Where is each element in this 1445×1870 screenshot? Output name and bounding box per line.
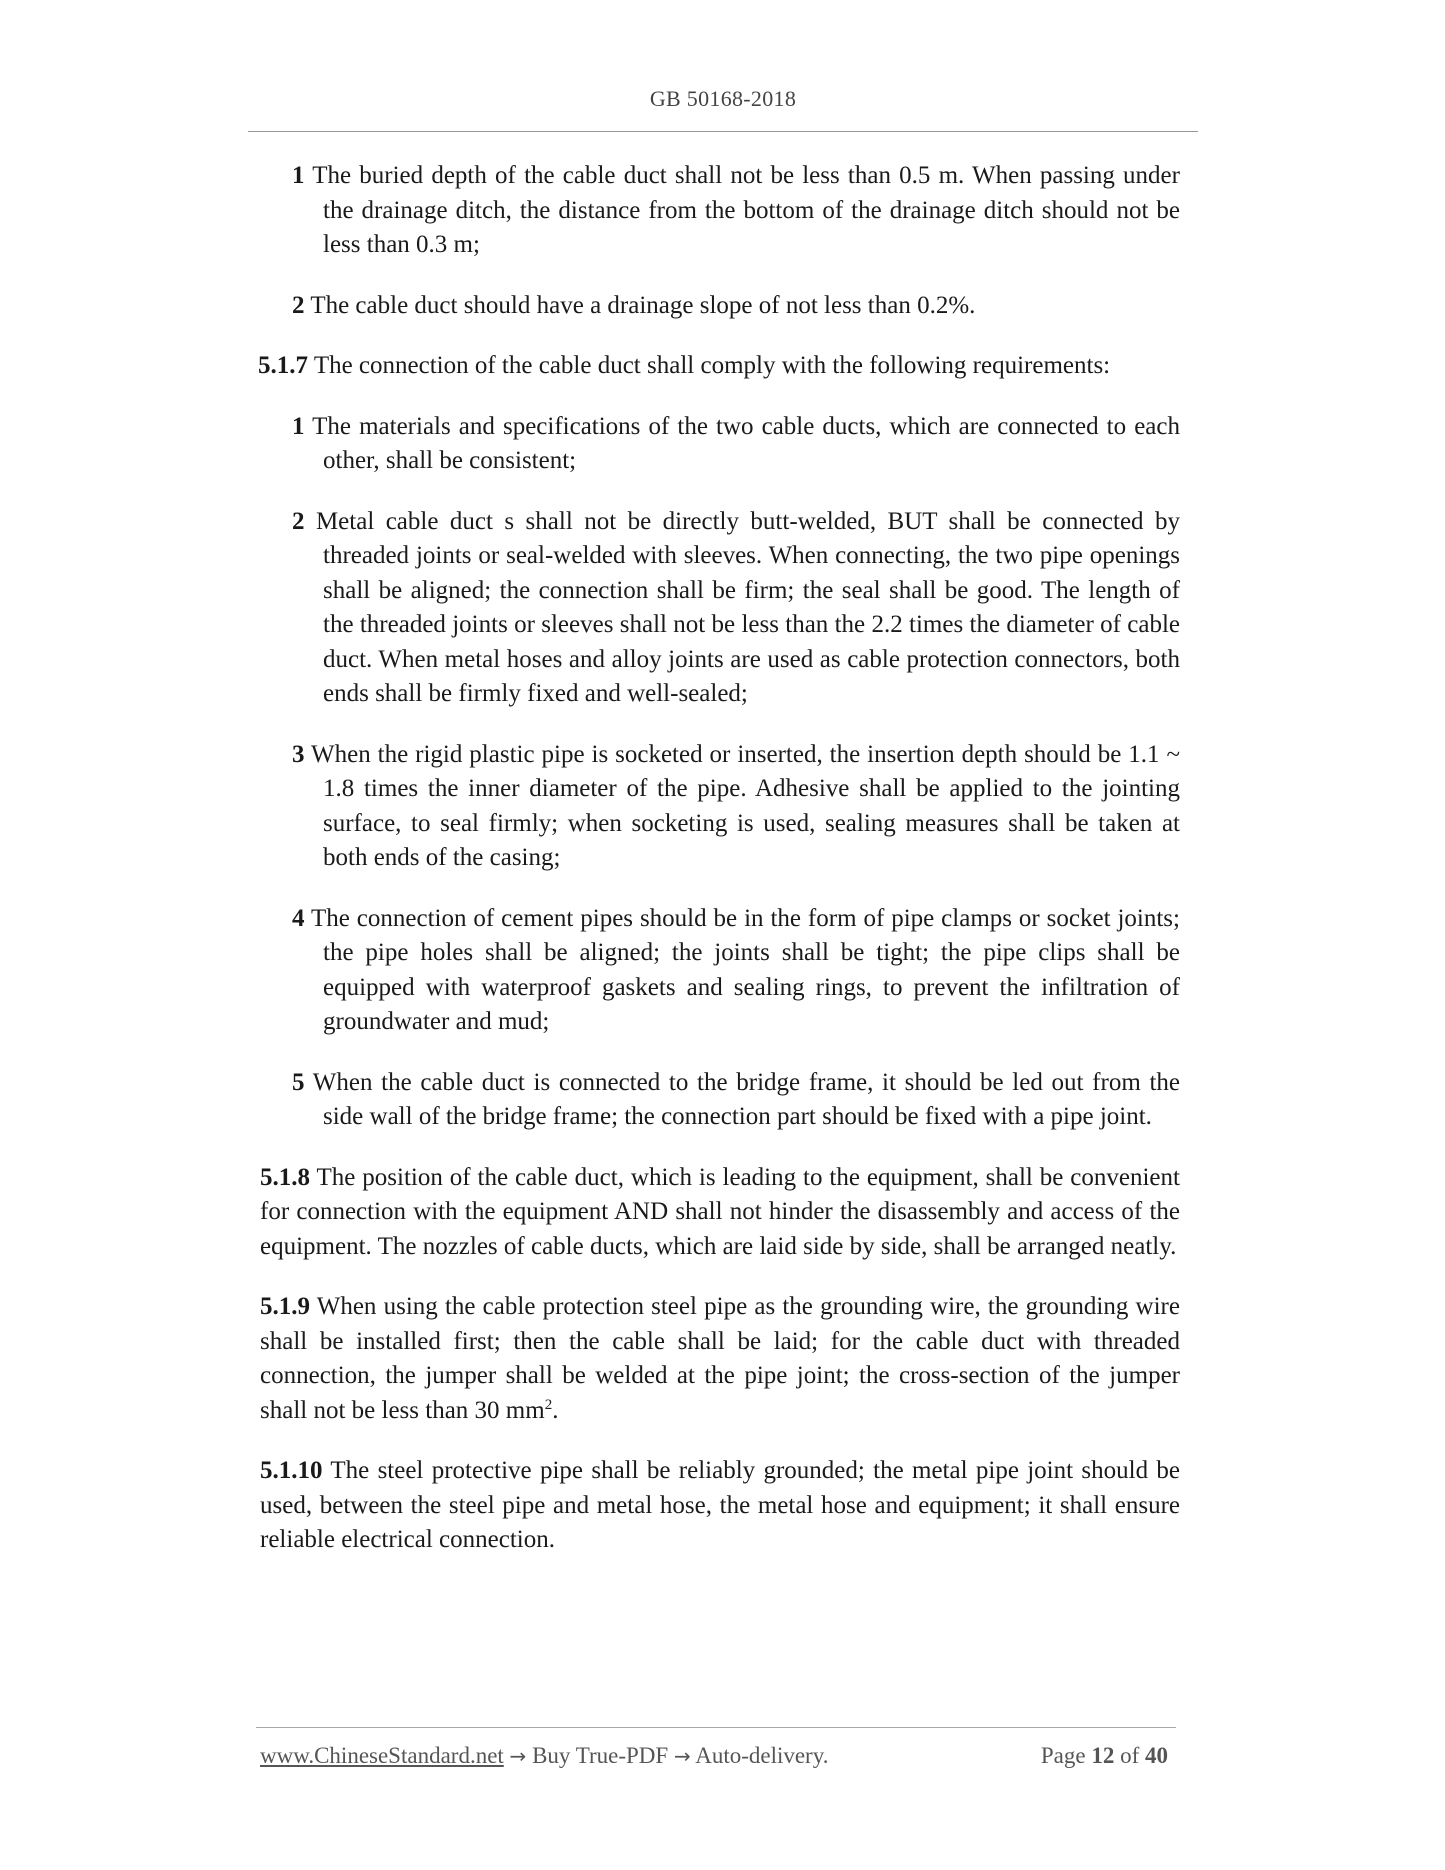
item-text: The cable duct should have a drainage slope of not less than 0.2%. [310, 291, 976, 319]
item-text: The buried depth of the cable duct shall not be less than 0.5 m. When passing under the drainage ditch, the distance from the bottom of the drainage ditch should not be less than 0.3 m; [312, 162, 1180, 258]
item-number: 1 [292, 162, 305, 189]
page-indicator [1041, 1743, 1168, 1769]
item-text: The connection of cement pipes should be in the form of pipe clamps or socket joints; the pipe holes shall be aligned; the joints shall be tight; the pipe clips shall be equipped with waterproof gaskets and sealing rings, to prevent the infiltration of groundwater and mud; [310, 904, 1180, 1035]
header-divider [248, 131, 1198, 132]
page-footer [260, 1743, 1176, 1777]
clause-5-1-8 [260, 1161, 1180, 1265]
item-number: 2 [292, 291, 305, 319]
arrow-right-icon: → [673, 1744, 691, 1768]
clause-5-1-9 [260, 1290, 1180, 1428]
document-body [260, 159, 1180, 1584]
clause-text: When using the cable protection steel pipe as the grounding wire, the grounding wire shall be installed first; then the cable shall be laid; for the cable duct with threaded connection, the jumper shall be welded at the pipe joint; the cross-section of the jumper shall not be less than 30 mm [260, 1293, 1180, 1424]
list-item [292, 505, 1180, 712]
buy-text: Buy True-PDF [532, 1743, 669, 1768]
item-text: The materials and specifications of the two cable ducts, which are connected to each other, shall be consistent; [312, 412, 1180, 474]
clause-5-1-10 [260, 1454, 1180, 1558]
list-item [292, 1066, 1180, 1135]
current-page-number: 12 [1091, 1743, 1115, 1768]
delivery-text: Auto-delivery. [695, 1743, 829, 1768]
clause-text: The connection of the cable duct shall comply with the following requirements: [313, 352, 1111, 379]
list-item [292, 410, 1180, 479]
item-number: 3 [292, 740, 305, 768]
arrow-right-icon: → [509, 1744, 527, 1768]
list-item [292, 159, 1180, 263]
footer-promo [260, 1743, 828, 1769]
list-item [292, 738, 1180, 876]
item-text: Metal cable duct s shall not be directly butt-welded, BUT shall be connected by threaded joints or seal-welded with sleeves. When connecting, the two pipe openings shall be aligned; the connection shall be firm; the seal shall be good. The length of the threaded joints or sleeves shall not be less than the 2.2 times the diameter of cable duct. When metal hoses and alloy joints are used as cable protection connectors, both ends shall be firmly fixed and well-sealed; [315, 507, 1180, 707]
clause-text: The steel protective pipe shall be reliably grounded; the metal pipe joint should be used, between the steel pipe and metal hose, the metal hose and equipment; it shall ensure reliable electrical connection. [260, 1457, 1180, 1553]
clause-text: The position of the cable duct, which is leading to the equipment, shall be convenient for connection with the equipment AND shall not hinder the disassembly and access of the equipment. The nozzles of cable ducts, which are laid side by side, shall be arranged neatly. [260, 1163, 1180, 1260]
of-label: of [1120, 1743, 1140, 1768]
clause-text-tail: . [552, 1396, 559, 1424]
item-text: When the cable duct is connected to the bridge frame, it should be led out from the side wall of the bridge frame; the connection part should be fixed with a pipe joint. [312, 1068, 1180, 1130]
clause-number: 5.1.9 [260, 1293, 310, 1320]
item-text: When the rigid plastic pipe is socketed or inserted, the insertion depth should be 1.1 ~ 1.8 times the inner diameter of the pipe. Adhesive shall be applied to the jointing surface, to seal firmly; when socketing is used, sealing measures shall be taken at both ends of the casing; [311, 740, 1180, 871]
page-header: GB 50168-2018 [649, 86, 797, 111]
item-number: 1 [292, 412, 305, 440]
item-number: 2 [292, 507, 305, 535]
clause-5-1-7 [258, 349, 1180, 384]
clause-number: 5.1.7 [258, 352, 308, 379]
superscript: 2 [544, 1396, 553, 1413]
site-link[interactable]: www.ChineseStandard.net [260, 1743, 504, 1768]
footer-divider [256, 1727, 1176, 1728]
page-label: Page [1040, 1743, 1086, 1768]
item-number: 5 [292, 1068, 305, 1096]
clause-number: 5.1.10 [260, 1457, 323, 1484]
item-number: 4 [292, 904, 305, 932]
list-item [292, 902, 1180, 1040]
total-pages-number: 40 [1145, 1743, 1168, 1768]
list-item [292, 289, 1180, 324]
clause-number: 5.1.8 [260, 1163, 310, 1191]
